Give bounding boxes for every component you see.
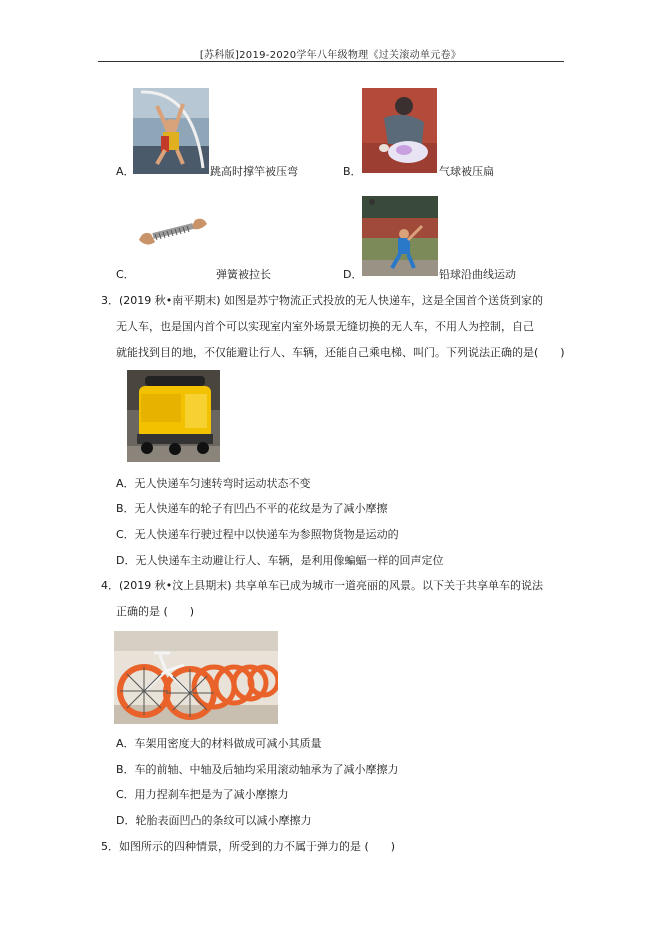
option-b-letter: B． xyxy=(343,165,362,178)
page-header-title: [苏科版]2019-2020学年八年级物理《过关滚动单元卷》 xyxy=(199,50,462,61)
shot-put-photo xyxy=(362,196,438,276)
question-5-stem: 5．如图所示的四种情景，所受到的力不属于弹力的是 ( ) xyxy=(101,840,396,853)
option-a-letter: A． xyxy=(116,165,135,178)
option-c-letter: C． xyxy=(116,268,135,281)
pole-vault-photo xyxy=(133,88,209,174)
option-d-text: 铅球沿曲线运动 xyxy=(439,268,516,281)
option-a-text: 跳高时撑竿被压弯 xyxy=(210,165,298,178)
question-3-option-a: A．无人快递车匀速转弯时运动状态不变 xyxy=(116,477,311,490)
question-3-option-c: C．无人快递车行驶过程中以快递车为参照物货物是运动的 xyxy=(116,528,399,541)
option-c-text: 弹簧被拉长 xyxy=(216,268,271,281)
option-d-letter: D． xyxy=(343,268,363,281)
question-4-option-a: A．车架用密度大的材料做成可减小其质量 xyxy=(116,737,322,750)
question-4-option-b: B．车的前轴、中轴及后轴均采用滚动轴承为了减小摩擦力 xyxy=(116,763,399,776)
question-3-stem-line-3: 就能找到目的地，不仅能避让行人、车辆，还能自己乘电梯、叫门。下列说法正确的是( ) xyxy=(116,346,565,359)
spring-stretch-photo xyxy=(133,212,213,252)
question-4-option-c: C．用力捏刹车把是为了减小摩擦力 xyxy=(116,788,289,801)
question-4-option-d: D．轮胎表面凹凸的条纹可以减小摩擦力 xyxy=(116,814,312,827)
question-4-stem-line-2: 正确的是 ( ) xyxy=(116,605,195,618)
shared-bikes-photo xyxy=(114,631,278,724)
header-divider xyxy=(98,61,564,62)
option-b-text: 气球被压扁 xyxy=(439,165,494,178)
question-3-stem-line-2: 无人车，也是国内首个可以实现室内室外场景无缝切换的无人车，不用人为控制，自己 xyxy=(116,320,534,333)
balloon-squeeze-photo xyxy=(362,88,437,173)
delivery-robot-photo xyxy=(127,370,220,462)
question-3-option-b: B．无人快递车的轮子有凹凸不平的花纹是为了减小摩擦 xyxy=(116,502,388,515)
question-3-option-d: D．无人快递车主动避让行人、车辆，是利用像蝙蝠一样的回声定位 xyxy=(116,554,444,567)
question-4-stem-line-1: 4．(2019 秋•汶上县期末) 共享单车已成为城市一道亮丽的风景。以下关于共享单车的说法 xyxy=(101,579,544,592)
question-3-stem-line-1: 3．(2019 秋•南平期末) 如图是苏宁物流正式投放的无人快递车，这是全国首个送货到家的 xyxy=(101,294,544,307)
